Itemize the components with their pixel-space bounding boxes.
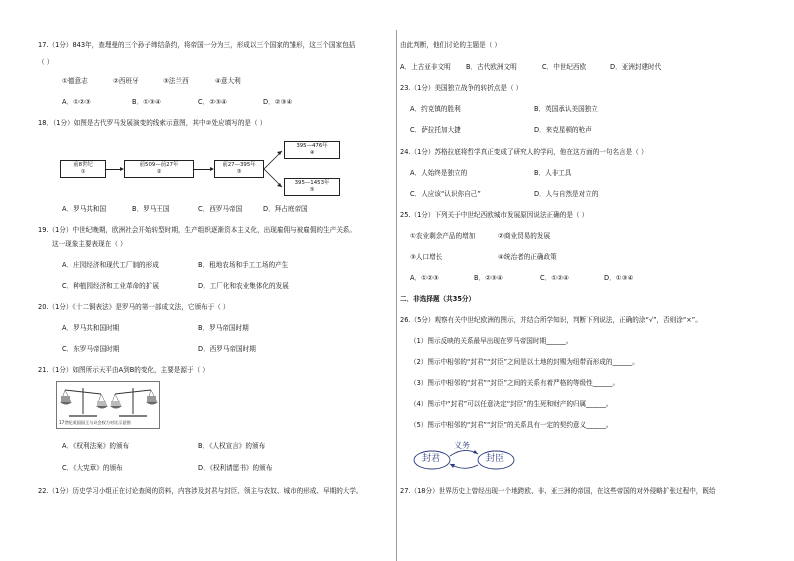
- question-17-stem: 17.（1分）843年，查理曼的三个孙子缔结条约，将帝国一分为三，形成以三个国家的雏形，这三个国家包括: [38, 41, 356, 49]
- timeline-box-4: 395—476年 ④: [284, 141, 340, 159]
- timeline-box-2: 前509—前27年 ②: [124, 160, 194, 178]
- left-column: [0, 0, 396, 561]
- scale-icon: [57, 382, 159, 420]
- q17-option-c[interactable]: C．②③④: [198, 98, 227, 106]
- question-23-stem: 23.（1分）美国独立战争的转折点是（ ）: [400, 84, 523, 92]
- q23-option-a[interactable]: A．约克镇的胜利: [410, 105, 461, 113]
- q22-option-a[interactable]: A．上古亚非文明: [400, 63, 451, 71]
- q23-option-c[interactable]: C．萨拉托加大捷: [410, 126, 461, 134]
- q25-item: ③人口增长: [410, 253, 443, 261]
- question-20-stem: 20.（1分）《十二铜表法》是罗马的第一部成文法，它颁布于（ ）: [38, 303, 230, 311]
- question-22-stem: 22.（1分）历史学习小组正在讨论查阅的资料，内容涉及封君与封臣、领主与农奴、城市的形成、早期的大学。: [38, 487, 363, 495]
- column-divider: [396, 30, 397, 561]
- q17-option-a[interactable]: A．①②③: [62, 98, 91, 106]
- q24-option-d[interactable]: D．人与自然是对立的: [534, 190, 599, 198]
- q20-option-d[interactable]: D．西罗马帝国时期: [198, 345, 256, 353]
- question-18-stem: 18．（1分）如图是古代罗马发展演变的线索示意图，其中②处应填写的是（ ）: [38, 119, 267, 127]
- q23-option-b[interactable]: B．英国承认美国独立: [534, 105, 598, 113]
- q19-option-d[interactable]: D．工厂化和农业集体化的发展: [198, 282, 289, 290]
- q25-option-d[interactable]: D．①③④: [604, 274, 634, 282]
- timeline-box-3: 前27—395年 ③: [214, 160, 264, 178]
- question-19-stem: 19.（1分）中世纪晚期，欧洲社会开始转型时期，生产组织逐渐资本主义化，出现雇佣与被雇佣的生产关系。: [38, 226, 356, 234]
- question-21-stem: 21.（1分）如图所示天平由A到B的变化，主要是源于（ ）: [38, 366, 209, 374]
- q25-item: ②商业贸易的发展: [498, 232, 551, 240]
- q18-option-c[interactable]: C．西罗马帝国: [198, 205, 243, 213]
- q17-item: ③法兰西: [163, 77, 189, 85]
- q19-option-b[interactable]: B．租地农场和手工工场的产生: [198, 261, 289, 269]
- q26-statement-1: （1）图示反映的关系最早出现在罗马帝国时期______。: [410, 337, 573, 345]
- q21-option-a[interactable]: A．《权利法案》的颁布: [62, 442, 130, 450]
- obligation-label: 义务: [454, 441, 470, 450]
- q17-item: ②西班牙: [113, 77, 139, 85]
- question-17-paren: （ ）: [38, 58, 54, 66]
- q17-item: ①德意志: [62, 77, 88, 85]
- q17-option-d[interactable]: D．②③④: [263, 98, 293, 106]
- q21-option-c[interactable]: C．《大宪章》的颁布: [62, 464, 123, 472]
- timeline-box-1: 前8世纪 ①: [60, 160, 106, 178]
- q25-option-c[interactable]: C．①②④: [540, 274, 569, 282]
- question-27-stem: 27.（18分）世界历史上曾经出现一个地跨欧、非、亚三洲的帝国，在这些帝国的对外侵略扩张过程中，既给: [400, 487, 716, 495]
- q18-option-b[interactable]: B．罗马王国: [132, 205, 170, 213]
- question-24-stem: 24.（1分）苏格拉底将哲学真正变成了研究人的学问，他在这方面的一句名言是（ ）: [400, 148, 648, 156]
- q20-option-b[interactable]: B．罗马帝国时期: [198, 324, 249, 332]
- q20-option-c[interactable]: C．东罗马帝国时期: [62, 345, 120, 353]
- vassal-label: 封臣: [486, 454, 505, 464]
- lord-label: 封君: [422, 454, 441, 464]
- question-26-stem: 26.（5分）观察有关中世纪欧洲的图示，并结合所学知识，判断下列说法，正确的涂“√”，否则涂“×”。: [400, 316, 702, 324]
- right-column: [398, 0, 794, 561]
- q22-option-d[interactable]: D．亚洲封建时代: [610, 63, 662, 71]
- q22-option-b[interactable]: B．古代欧洲文明: [466, 63, 517, 71]
- q24-option-c[interactable]: C．人应该“认识你自己”: [410, 190, 481, 198]
- question-19-stem-cont: 这一现象主要表现在（ ）: [52, 240, 127, 248]
- question-25-stem: 25.（1分）下列关于中世纪西欧城市发展原因说法正确的是（ ）: [400, 211, 589, 219]
- timeline-box-5: 395—1453年 ⑤: [284, 178, 340, 196]
- balance-scale-image: [56, 381, 160, 429]
- q24-option-b[interactable]: B．人非工具: [534, 169, 572, 177]
- q21-option-b[interactable]: B．《人权宣言》的颁布: [198, 442, 266, 450]
- q25-option-a[interactable]: A．①②③: [410, 274, 439, 282]
- question-22-stem-cont: 由此判断，他们讨论的主题是（ ）: [400, 41, 502, 49]
- q19-option-a[interactable]: A．庄园经济和现代工厂制的形成: [62, 261, 159, 269]
- q26-statement-4: （4）图示中“封君”可以任意决定“封臣”的生死和财产的归属______。: [410, 400, 613, 408]
- q19-option-c[interactable]: C．种植园经济和工业革命的扩展: [62, 282, 159, 290]
- q25-item: ①农业剩余产品的增加: [410, 232, 476, 240]
- q23-option-d[interactable]: D．来克星顿的枪声: [534, 126, 592, 134]
- q26-statement-2: （2）图示中相邻的“封君”“封臣”之间是以土地的封赐为纽带而形成的______。: [410, 358, 639, 366]
- image-caption: 17世纪英国国王与议会权力对比示意图: [59, 421, 131, 426]
- q18-option-d[interactable]: D．拜占庭帝国: [263, 205, 308, 213]
- q26-statement-3: （3）图示中相邻的“封君”“封臣”之间的关系有着严格的等级性______。: [410, 379, 620, 387]
- section-heading: 二．非选择题（共35分）: [400, 295, 476, 303]
- q25-item: ④统治者的正确政策: [498, 253, 557, 261]
- q17-option-b[interactable]: B．①③④: [132, 98, 161, 106]
- q17-item: ④意大利: [215, 77, 241, 85]
- branch-arrows-icon: [264, 145, 284, 195]
- q24-option-a[interactable]: A．人始终是独立的: [410, 169, 468, 177]
- feudal-relation-diagram: [412, 440, 522, 474]
- q26-statement-5: （5）图示中相邻的“封君”“封臣”的关系具有一定的契约意义______。: [410, 421, 613, 429]
- q21-option-d[interactable]: D．《权利请愿书》的颁布: [198, 464, 273, 472]
- q18-option-a[interactable]: A．罗马共和国: [62, 205, 107, 213]
- q22-option-c[interactable]: C．中世纪西欧: [542, 63, 587, 71]
- q25-option-b[interactable]: B．②③④: [474, 274, 503, 282]
- q20-option-a[interactable]: A．罗马共和国时期: [62, 324, 120, 332]
